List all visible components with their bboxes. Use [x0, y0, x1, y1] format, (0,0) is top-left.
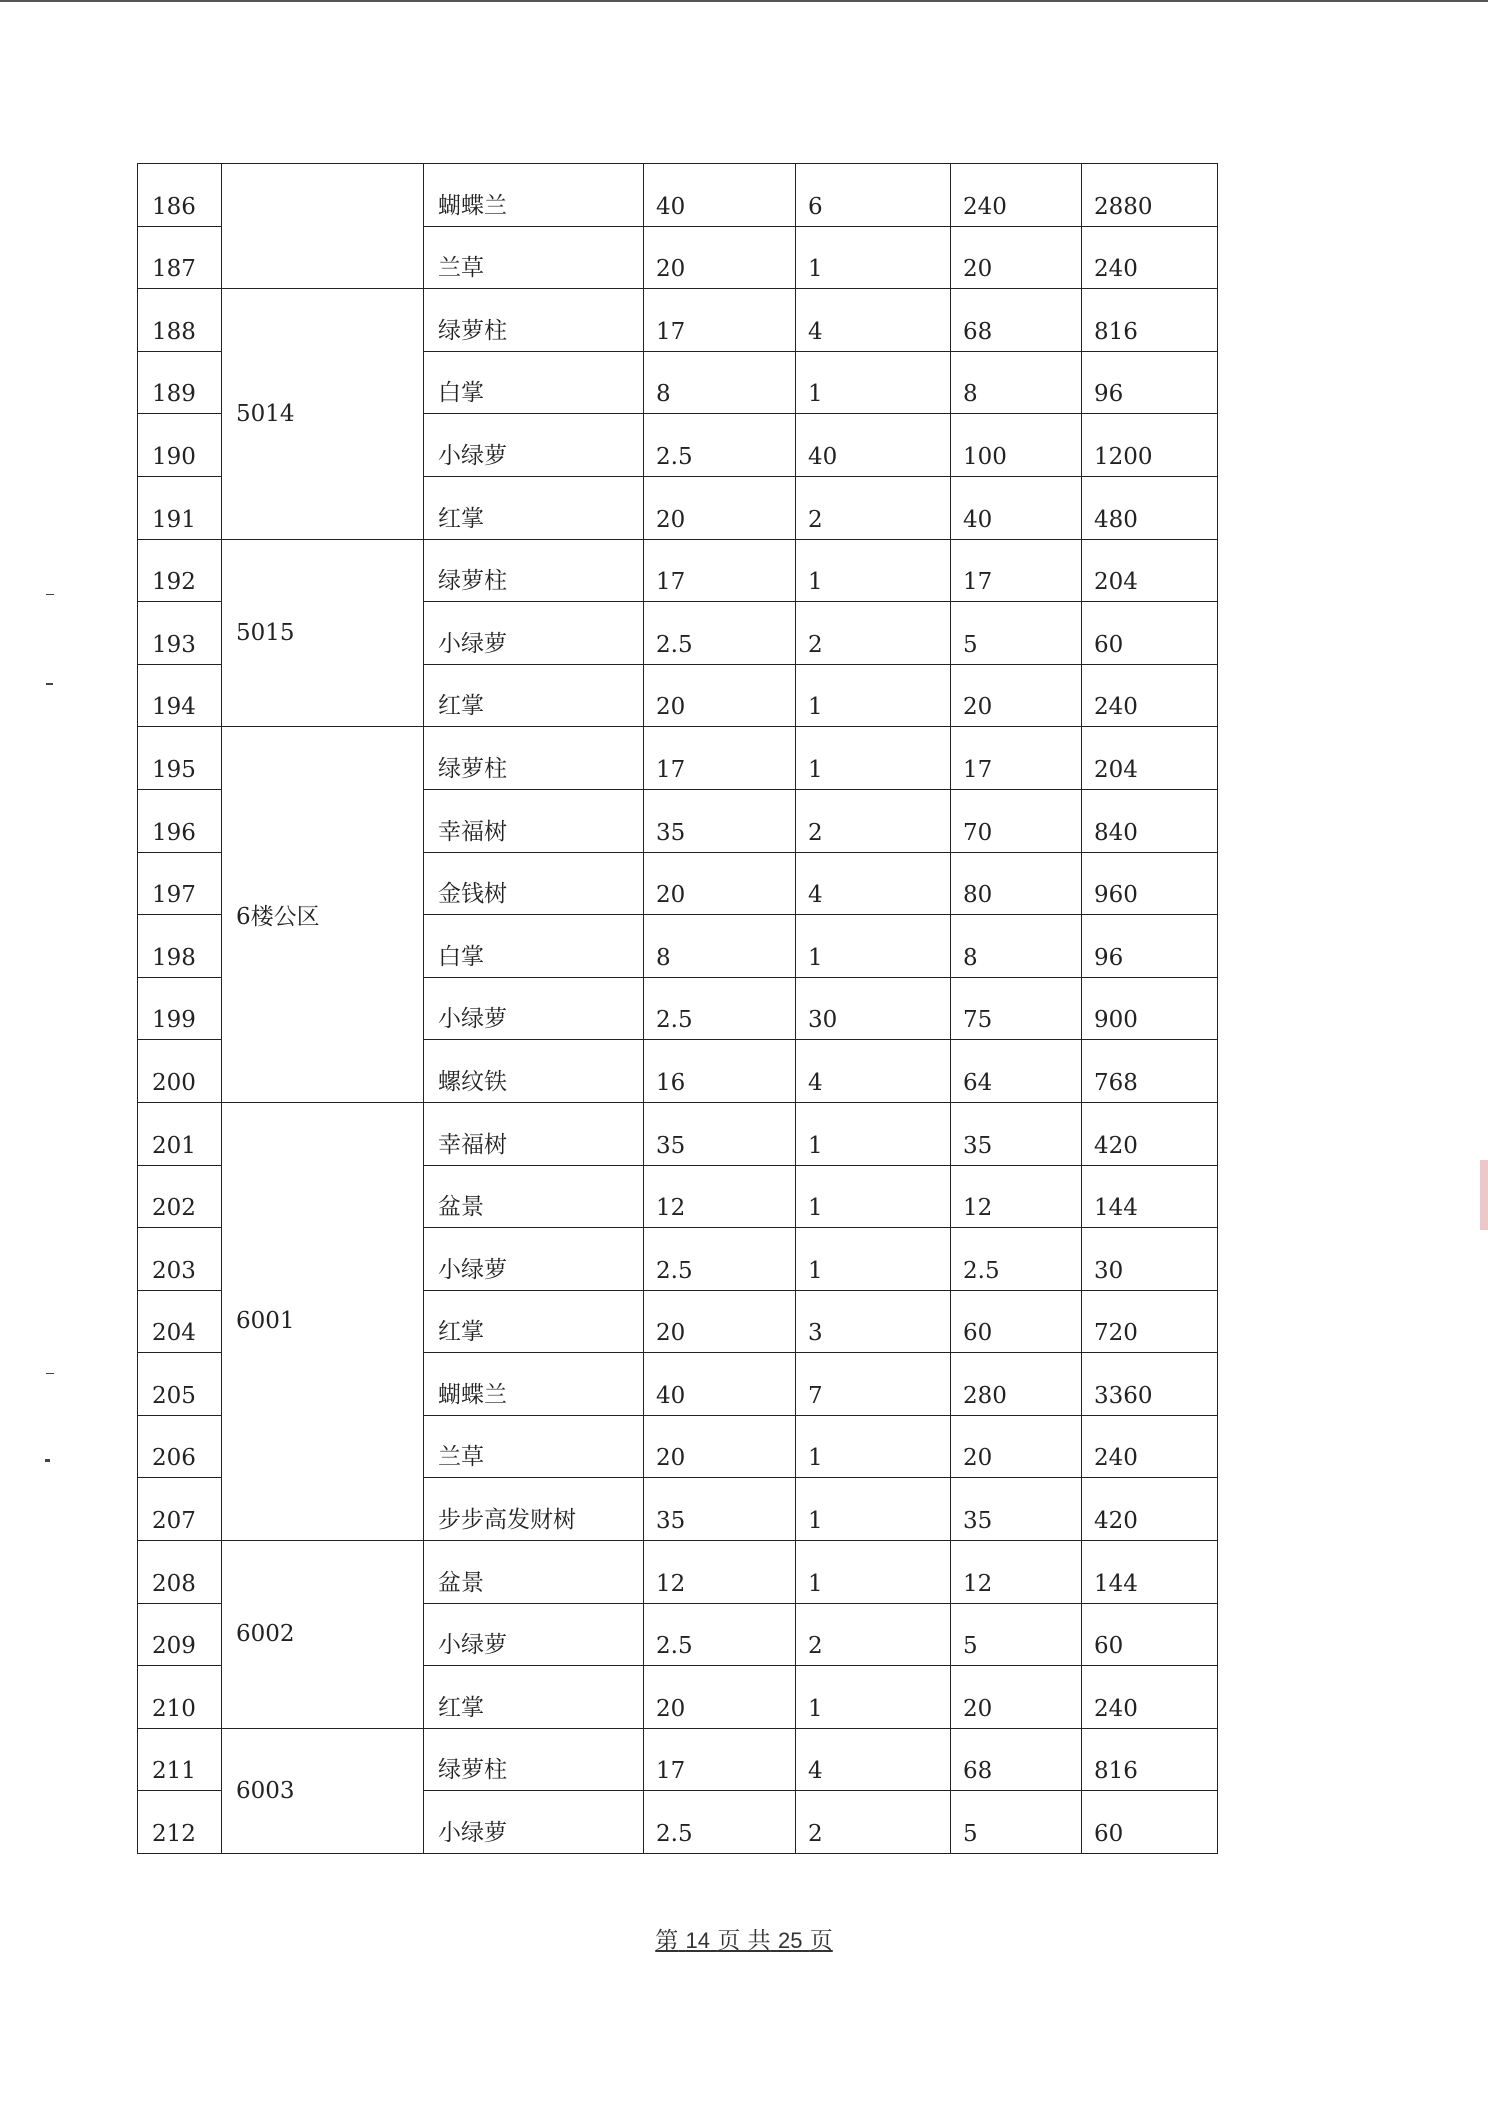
monthly-cost: 64	[951, 1040, 1082, 1103]
quantity: 7	[796, 1353, 951, 1416]
quantity: 2	[796, 789, 951, 852]
current-page-number: 14	[685, 1928, 711, 1953]
unit-price: 2.5	[644, 602, 796, 665]
footer-prefix: 第	[655, 1928, 679, 1954]
table-row	[138, 1728, 1218, 1791]
page-top-edge	[0, 0, 1488, 2]
monthly-cost: 68	[951, 1728, 1082, 1791]
unit-price: 2.5	[644, 1228, 796, 1291]
unit-price: 17	[644, 539, 796, 602]
monthly-cost: 240	[951, 164, 1082, 227]
plant-name: 幸福树	[424, 1102, 644, 1165]
annual-total: 204	[1082, 727, 1218, 790]
annual-total: 816	[1082, 1728, 1218, 1791]
annual-total: 240	[1082, 226, 1218, 289]
row-number: 189	[138, 351, 222, 414]
plant-name: 金钱树	[424, 852, 644, 915]
row-number: 208	[138, 1541, 222, 1604]
monthly-cost: 17	[951, 727, 1082, 790]
monthly-cost: 5	[951, 1603, 1082, 1666]
monthly-cost: 75	[951, 977, 1082, 1040]
plant-name: 小绿萝	[424, 602, 644, 665]
annual-total: 204	[1082, 539, 1218, 602]
row-number: 188	[138, 289, 222, 352]
plant-name: 盆景	[424, 1541, 644, 1604]
table-row	[138, 164, 1218, 227]
row-number: 204	[138, 1290, 222, 1353]
quantity: 1	[796, 1478, 951, 1541]
unit-price: 2.5	[644, 1603, 796, 1666]
monthly-cost: 20	[951, 664, 1082, 727]
row-number: 209	[138, 1603, 222, 1666]
row-number: 197	[138, 852, 222, 915]
unit-price: 2.5	[644, 414, 796, 477]
location-cell: 6楼公区	[222, 727, 424, 1103]
unit-price: 8	[644, 351, 796, 414]
plant-name: 红掌	[424, 1666, 644, 1729]
plant-name: 红掌	[424, 664, 644, 727]
unit-price: 8	[644, 915, 796, 978]
annual-total: 960	[1082, 852, 1218, 915]
quantity: 1	[796, 1541, 951, 1604]
location-cell	[222, 164, 424, 289]
monthly-cost: 80	[951, 852, 1082, 915]
quantity: 1	[796, 351, 951, 414]
monthly-cost: 2.5	[951, 1228, 1082, 1291]
quantity: 2	[796, 476, 951, 539]
quantity: 3	[796, 1290, 951, 1353]
scan-mark	[46, 1373, 54, 1374]
unit-price: 20	[644, 476, 796, 539]
unit-price: 12	[644, 1541, 796, 1604]
annual-total: 1200	[1082, 414, 1218, 477]
unit-price: 17	[644, 289, 796, 352]
quantity: 6	[796, 164, 951, 227]
plant-name: 小绿萝	[424, 1603, 644, 1666]
row-number: 187	[138, 226, 222, 289]
row-number: 192	[138, 539, 222, 602]
monthly-cost: 35	[951, 1102, 1082, 1165]
table-row	[138, 727, 1218, 790]
plant-name: 红掌	[424, 476, 644, 539]
row-number: 203	[138, 1228, 222, 1291]
scan-mark	[45, 1459, 50, 1462]
annual-total: 768	[1082, 1040, 1218, 1103]
plant-name: 蝴蝶兰	[424, 1353, 644, 1416]
quantity: 2	[796, 1791, 951, 1854]
row-number: 191	[138, 476, 222, 539]
row-number: 198	[138, 915, 222, 978]
plant-name: 螺纹铁	[424, 1040, 644, 1103]
annual-total: 144	[1082, 1541, 1218, 1604]
row-number: 210	[138, 1666, 222, 1729]
location-cell: 5015	[222, 539, 424, 727]
annual-total: 240	[1082, 664, 1218, 727]
unit-price: 20	[644, 1290, 796, 1353]
quantity: 1	[796, 915, 951, 978]
unit-price: 17	[644, 1728, 796, 1791]
footer-page-indicator	[655, 1928, 833, 1954]
table-row	[138, 1102, 1218, 1165]
annual-total: 60	[1082, 1791, 1218, 1854]
unit-price: 20	[644, 664, 796, 727]
plant-name: 白掌	[424, 351, 644, 414]
row-number: 186	[138, 164, 222, 227]
plant-name: 绿萝柱	[424, 539, 644, 602]
quantity: 1	[796, 664, 951, 727]
quantity: 4	[796, 1040, 951, 1103]
plant-name: 兰草	[424, 226, 644, 289]
row-number: 190	[138, 414, 222, 477]
annual-total: 840	[1082, 789, 1218, 852]
scan-mark	[46, 594, 54, 595]
location-cell: 6003	[222, 1728, 424, 1853]
annual-total: 480	[1082, 476, 1218, 539]
monthly-cost: 8	[951, 915, 1082, 978]
plant-name: 幸福树	[424, 789, 644, 852]
monthly-cost: 12	[951, 1165, 1082, 1228]
table-row	[138, 1541, 1218, 1604]
location-cell: 6002	[222, 1541, 424, 1729]
monthly-cost: 280	[951, 1353, 1082, 1416]
plant-name: 绿萝柱	[424, 1728, 644, 1791]
annual-total: 3360	[1082, 1353, 1218, 1416]
row-number: 194	[138, 664, 222, 727]
monthly-cost: 40	[951, 476, 1082, 539]
unit-price: 35	[644, 789, 796, 852]
annual-total: 144	[1082, 1165, 1218, 1228]
unit-price: 2.5	[644, 977, 796, 1040]
row-number: 207	[138, 1478, 222, 1541]
monthly-cost: 5	[951, 602, 1082, 665]
unit-price: 35	[644, 1102, 796, 1165]
monthly-cost: 20	[951, 1666, 1082, 1729]
annual-total: 420	[1082, 1102, 1218, 1165]
annual-total: 2880	[1082, 164, 1218, 227]
annual-total: 816	[1082, 289, 1218, 352]
monthly-cost: 5	[951, 1791, 1082, 1854]
plant-name: 兰草	[424, 1415, 644, 1478]
total-page-count: 25	[777, 1928, 803, 1953]
quantity: 1	[796, 1666, 951, 1729]
unit-price: 35	[644, 1478, 796, 1541]
row-number: 193	[138, 602, 222, 665]
unit-price: 20	[644, 1415, 796, 1478]
quantity: 1	[796, 1102, 951, 1165]
plant-name: 蝴蝶兰	[424, 164, 644, 227]
unit-price: 40	[644, 1353, 796, 1416]
monthly-cost: 12	[951, 1541, 1082, 1604]
table-row	[138, 539, 1218, 602]
plant-name: 步步高发财树	[424, 1478, 644, 1541]
monthly-cost: 20	[951, 226, 1082, 289]
quantity: 30	[796, 977, 951, 1040]
quantity: 2	[796, 602, 951, 665]
row-number: 200	[138, 1040, 222, 1103]
plant-name: 小绿萝	[424, 1228, 644, 1291]
quantity: 1	[796, 727, 951, 790]
quantity: 1	[796, 539, 951, 602]
plant-name: 小绿萝	[424, 414, 644, 477]
unit-price: 20	[644, 226, 796, 289]
unit-price: 40	[644, 164, 796, 227]
monthly-cost: 60	[951, 1290, 1082, 1353]
row-number: 195	[138, 727, 222, 790]
page-footer	[0, 1922, 1488, 1955]
plant-name: 绿萝柱	[424, 289, 644, 352]
monthly-cost: 68	[951, 289, 1082, 352]
unit-price: 16	[644, 1040, 796, 1103]
annual-total: 240	[1082, 1415, 1218, 1478]
unit-price: 20	[644, 1666, 796, 1729]
monthly-cost: 17	[951, 539, 1082, 602]
unit-price: 2.5	[644, 1791, 796, 1854]
monthly-cost: 70	[951, 789, 1082, 852]
row-number: 206	[138, 1415, 222, 1478]
annual-total: 900	[1082, 977, 1218, 1040]
annual-total: 96	[1082, 351, 1218, 414]
row-number: 199	[138, 977, 222, 1040]
quantity: 4	[796, 852, 951, 915]
monthly-cost: 20	[951, 1415, 1082, 1478]
monthly-cost: 35	[951, 1478, 1082, 1541]
table-container	[137, 163, 1218, 1854]
location-cell: 5014	[222, 289, 424, 539]
annual-total: 30	[1082, 1228, 1218, 1291]
plant-name: 盆景	[424, 1165, 644, 1228]
plant-name: 白掌	[424, 915, 644, 978]
plant-name: 小绿萝	[424, 1791, 644, 1854]
quantity: 4	[796, 1728, 951, 1791]
plant-name: 绿萝柱	[424, 727, 644, 790]
row-number: 212	[138, 1791, 222, 1854]
quantity: 1	[796, 1165, 951, 1228]
location-cell: 6001	[222, 1102, 424, 1540]
quantity: 40	[796, 414, 951, 477]
row-number: 211	[138, 1728, 222, 1791]
row-number: 201	[138, 1102, 222, 1165]
row-number: 196	[138, 789, 222, 852]
annual-total: 720	[1082, 1290, 1218, 1353]
annual-total: 96	[1082, 915, 1218, 978]
monthly-cost: 8	[951, 351, 1082, 414]
quantity: 1	[796, 226, 951, 289]
table-row	[138, 289, 1218, 352]
footer-suffix: 页	[809, 1928, 833, 1954]
row-number: 205	[138, 1353, 222, 1416]
annual-total: 60	[1082, 602, 1218, 665]
quantity: 4	[796, 289, 951, 352]
unit-price: 12	[644, 1165, 796, 1228]
quantity: 1	[796, 1228, 951, 1291]
annual-total: 240	[1082, 1666, 1218, 1729]
annual-total: 60	[1082, 1603, 1218, 1666]
scan-mark	[46, 683, 53, 685]
plant-name: 小绿萝	[424, 977, 644, 1040]
plant-name: 红掌	[424, 1290, 644, 1353]
annual-total: 420	[1082, 1478, 1218, 1541]
quantity: 1	[796, 1415, 951, 1478]
monthly-cost: 100	[951, 414, 1082, 477]
unit-price: 17	[644, 727, 796, 790]
red-stamp-edge	[1480, 1160, 1488, 1230]
quantity: 2	[796, 1603, 951, 1666]
plant-rental-table	[137, 163, 1218, 1854]
footer-mid: 页 共	[717, 1928, 771, 1954]
row-number: 202	[138, 1165, 222, 1228]
unit-price: 20	[644, 852, 796, 915]
